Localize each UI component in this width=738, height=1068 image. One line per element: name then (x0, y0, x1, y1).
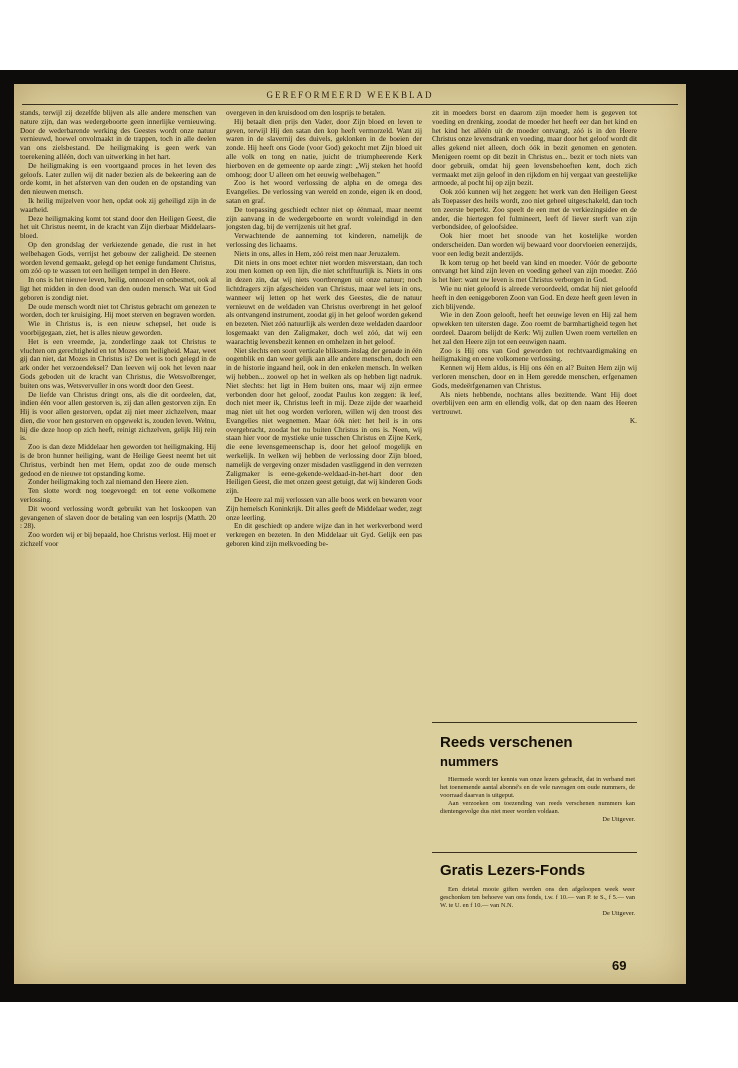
notice-signature: De Uitgever. (602, 816, 635, 823)
paragraph: Niet slechts een soort verticale bliksem-inslag der genade in één oogenblik en dan weer gelijk aan alle andere menschen, doch een in de historie ingaand heil, ook in den enkelen mensch. In welken wij hebben... zoowel op het in welken als op hebben ligt nadruk. Niet slechts: het ligt in Hem buiten ons, maar wij zijn ermee verbonden door het geloof, zoodat Paulus kon zeggen: ik leef, doch niet meer ik, Christus leeft in mij. Deze zijde der waarheid mag niet uit het oog worden verloren, willen wij den troost des Evangelies niet wegnemen. Maar óók niet: het heil is in ons overgebracht, zoodat het nu buiten Christus in ons is. Neen, wij staan hier voor de mystieke unie tusschen Christus en Zijne Kerk, die eene levensgemeenschap is, door het geloof mogelijk en werkelijk. In welken wij hebben de verlossing door Zijn bloed, namelijk de vergeving onzer misdaden vastliggend in den verrezen Zaligmaker is eene-gekende-weldaad-in-het-hart door den Heiligen Geest, die met onzen geest getuigt, dat wij kinderen Gods zijn. (226, 345, 422, 496)
paragraph: Niets in ons, alles in Hem, zóó reist men naar Jeruzalem. (234, 248, 400, 258)
paragraph: Als niets hebbende, nochtans alles bezittende. Want Hij doet overblijven een arm en ellendig volk, dat op den naam des Heeren vertrouwt. (432, 389, 637, 417)
paragraph: Verwachtende de aanneming tot kinderen, namelijk de verlossing des lichaams. (226, 231, 422, 249)
author-initial: K. (629, 415, 637, 425)
column-1 (20, 109, 216, 969)
paragraph: Dit niets in ons moet echter niet worden misverstaan, dan toch zou men komen op een lijn, die niet schriftuurlijk is. Niets in ons in dezen zin, dat wij niets voortbrengen uit onze natuur; noch lichtdragers zijn afgescheiden van Christus, maar wel iets in ons, wanneer wij letten op het werk des Geestes, die de natuur vernieuwt en de weldaden van Christus overbrengt in het geloof als ontvangend instrument, zoodat gij in het geloof worden gekend en bezeten. Niet zóó natuurlijk als werden deze weldaden daardoor losgemaakt van den Zaligmaker, doch wel zóó, dat wij een waarachtig levensbezit kennen en omhelzen in het geloof. (226, 257, 422, 346)
paragraph: Zonder heiligmaking toch zal niemand den Heere zien. (28, 477, 189, 487)
paragraph: In ons is het nieuwe leven, heilig, onnoozel en onbesmet, ook al ligt het midden in den dood van den ouden mensch. Wat uit God geboren is zondigt niet. (20, 275, 216, 302)
notice-paragraph: Hiermede wordt ter kennis van onze lezers gebracht, dat in verband met het toenemende aantal abonné's en de vele navragen om oude nummers, de voorraad daarvan is uitgeput. (440, 776, 635, 799)
page-number: 69 (612, 958, 627, 973)
fund-signature: De Uitgever. (602, 910, 635, 917)
notice-subtitle: nummers (440, 754, 499, 769)
paragraph: Zoo is het woord verlossing de alpha en de omega des Evangelies. De verlossing van wereld en zonde, eigen ik en dood, satan en graf. (226, 178, 422, 205)
paragraph: Ik heilig mijzelven voor hen, opdat ook zij geheiligd zijn in de waarheid. (20, 195, 216, 214)
paragraph: Deze heiligmaking komt tot stand door den Heiligen Geest, die het uit Christus neemt, in de kracht van Zijn dierbaar Middelaars-bloed. (20, 213, 216, 241)
paragraph: Het is een vreemde, ja, zonderlinge zaak tot Christus te vluchten om gerechtigheid en tot Mozes om heiligheid. Maar, weet gij dan niet, dat Mozes in Christus is? De wet is toch gelegd in de ark onder het verzoendeksel? Dan leeven wij ook het leven naar Gods geboden uit de kracht van Christus, die Wetsvolbrenger, buiten ons was, Wetsvervuller in ons wordt door den Geest. (20, 336, 216, 390)
paragraph: Ik kom terug op het beeld van kind en moeder. Vóór de geboorte ontvangt het kind zijn leven en voeding geheel van zijn moeder. Zóó is het hier: want uw leven is met Christus verborgen in God. (432, 257, 637, 285)
notice-paragraph: Aan verzoeken om toezending van reeds verschenen nummers kan dientengevolge dus niet meer worden voldaan. (440, 800, 635, 815)
section-divider (432, 852, 637, 853)
notice-body (440, 776, 635, 824)
paragraph: Wie nu niet geloofd is alreede veroordeeld, omdat hij niet geloofd heeft in den eeniggeboren Zoon van God. En deze heeft geen leven in zich blijvende. (432, 283, 637, 311)
paragraph: De Heere zal mij verlossen van alle boos werk en bewaren voor Zijn hemelsch Koninkrijk. Dit alles geeft de Middelaar weder, zegt onze leerling. (226, 495, 422, 522)
paragraph: zit in moeders borst en daarom zijn moeder hem is gegeven tot voeding en drenking, zoodat de moeder het heeft eer dan het kind en het kind het alléén uit de moeder ontvangt, zóó is in den Heere Christus onze levensdrank en voeding, maar door het geloof wordt dit alles gekend niet alleen, doch óók in bezit genomen en genoten. Menigeen roemt op dit bezit in Christus en... bezit er toch niets van door gebruik, omdat hij geen levensbehoeften kent, doch zich vermaakt met zijn geloof in den rijkdom en hij vergaat van geestelijke armoede, al pocht hij op zijn bezit. (432, 109, 637, 188)
header-rule (22, 104, 678, 105)
paragraph: Hij betaalt dien prijs den Vader, door Zijn bloed en leven te geven, terwijl Hij den satan den kop heeft vermorzeld. Want zij waren in de slavernij des duivels, geklonken in de boeien der zonde. Hij heeft ons Gode (voor God) gekocht met Zijn bloed uit alle volk en tong en natie, juicht de triumpheerende Kerk hierboven en de gemeente op aarde zingt: „Wij steken het hoofd omhoog; door U alleen om het eeuwig welbehagen.” (226, 116, 422, 179)
paragraph: Zoo worden wij er bij bepaald, hoe Christus verlost. Hij moet er zichzelf voor (20, 530, 216, 549)
paragraph: Dit woord verlossing wordt gebruikt van het loskoopen van gevangenen of slaven door de betaling van een losprijs (Matth. 20 : 28). (20, 503, 216, 531)
section-divider (432, 722, 637, 723)
fund-body (440, 886, 635, 918)
scan-margin-top (0, 0, 738, 70)
paragraph: En dit geschiedt op andere wijze dan in het werkverbond werd verkregen en bezeten. In den Middelaar uit Gyd. Gelijk een pas geboren kind zijn melkvoeding be- (226, 521, 422, 549)
paragraph: Kennen wij Hem aldus, is Hij ons één en al? Buiten Hem zijn wij verloren menschen, door en in Hem geredde menschen, erfgenamen Gods, medeërfgenamen van Christus. (432, 363, 637, 390)
paragraph: Ook hier moet het snoode van het kostelijke worden onderscheiden. Dan worden wij bewaard voor doorvloeien eenerzijds, voor een ledig bezit anderzijds. (432, 231, 637, 258)
paragraph: De toepassing geschiedt echter niet op éénmaal, maar neemt zijn aanvang in de wedergeboorte en wordt voleindigd in den jongsten dag, bij de verrijzenis uit het graf. (226, 204, 422, 232)
paragraph: De liefde van Christus dringt ons, als die dit oordeelen, dat, indien één voor allen gestorven is, zij dan allen gestorven zijn. En Hij is voor allen gestorven, opdat zij niet meer zichzelven, maar dien, die voor hen gestorven en opgewekt is, zouden leven. Welnu, hij die deze hoop op zich heeft, reinigt zichzelven, gelijk Hij rein is. (20, 389, 216, 443)
running-header: GEREFORMEERD WEEKBLAD (266, 90, 434, 100)
paragraph: De oude mensch wordt niet tot Christus gebracht om genezen te worden, doch ter kruisiging. Hij moet sterven en begraven worden. (20, 301, 216, 320)
paragraph: Zoo is Hij ons van God geworden tot rechtvaardigmaking en heiligmaking en eene volkomene verlossing. (432, 345, 637, 364)
column-3 (432, 109, 637, 649)
paragraph: overgeven in den kruisdood om den losprijs te betalen. (226, 109, 386, 117)
fund-title: Gratis Lezers-Fonds (440, 862, 586, 879)
paragraph: Ten slotte wordt nog toegevoegd: en tot eene volkomene verlossing. (20, 486, 216, 505)
paragraph: stands, terwijl zij dezelfde blijven als alle andere menschen van nature zijn, dan was wedergeboorte geen innerlijke vernieuwing. Door de wederbarende werking des Geestes wordt onze natuur vernieuwd, hoewel onvolmaakt in de trappen, toch in alle deelen van ons zielsbestand. De heiligmaking is geen werk van toerekening alléén, doch van uitwerking in het hart. (20, 109, 216, 161)
paragraph: Wie in den Zoon gelooft, heeft het eeuwige leven en Hij zal hem opwekken ten uitersten dage. Zoo roemt de barmhartigheid tegen het oordeel. Daarom belijdt de Kerk: Wij zullen Uwen roem vertellen en het zal den Heere zijn tot een eeuwigen naam. (432, 310, 637, 346)
column-2 (226, 109, 422, 969)
paragraph: Ook zóó kunnen wij het zeggen: het werk van den Heiligen Geest als Toepasser des heils wordt, zoo niet geheel uitgeschakeld, dan toch ten zeerste beperkt. Zoo speelt de een met de verkiezingsidee en de ander, die hiertegen fel fulmineert, leeft óf liever sterft van zijn verbondsidee, of geloofsidee. (432, 187, 637, 232)
fund-paragraph: Een drietal mooie giften werden ons den afgeloopen week weer geschonken ten behoeve van ons fonds, t.w. f 10.— van P. te S., f 5.— van W. te U. en f 10.— van N.N. (440, 886, 635, 909)
paragraph: Zoo is dan deze Middelaar hen geworden tot heiligmaking. Hij is de bron hunner heiliging, want de Heilige Geest neemt het uit Christus, verbindt hen met Hem, opdat zoo de oude mensch gedood en de nieuwe tot opstanding kome. (20, 442, 216, 478)
paragraph: Op den grondslag der verkiezende genade, die rust in het welbehagen Gods, verrijst het gebouw der zaligheid. De steenen worden levend gemaakt, gelegd op het eenige fundament Christus, om zóó op te wassen tot een heiligen tempel in den Heere. (20, 239, 216, 276)
paragraph: De heiligmaking is een voortgaand proces in het leven des geloofs. Later zullen wij dit nader bezien als de bekeering aan de orde komt, in het afsterven van den ouden en de opstanding van den nieuwen mensch. (20, 160, 216, 197)
paragraph: Wie in Christus is, is een nieuw schepsel, het oude is voorbijgegaan, ziet, het is alles nieuw geworden. (20, 319, 216, 337)
notice-title: Reeds verschenen (440, 734, 573, 751)
scan-margin-bottom (0, 1002, 738, 1068)
